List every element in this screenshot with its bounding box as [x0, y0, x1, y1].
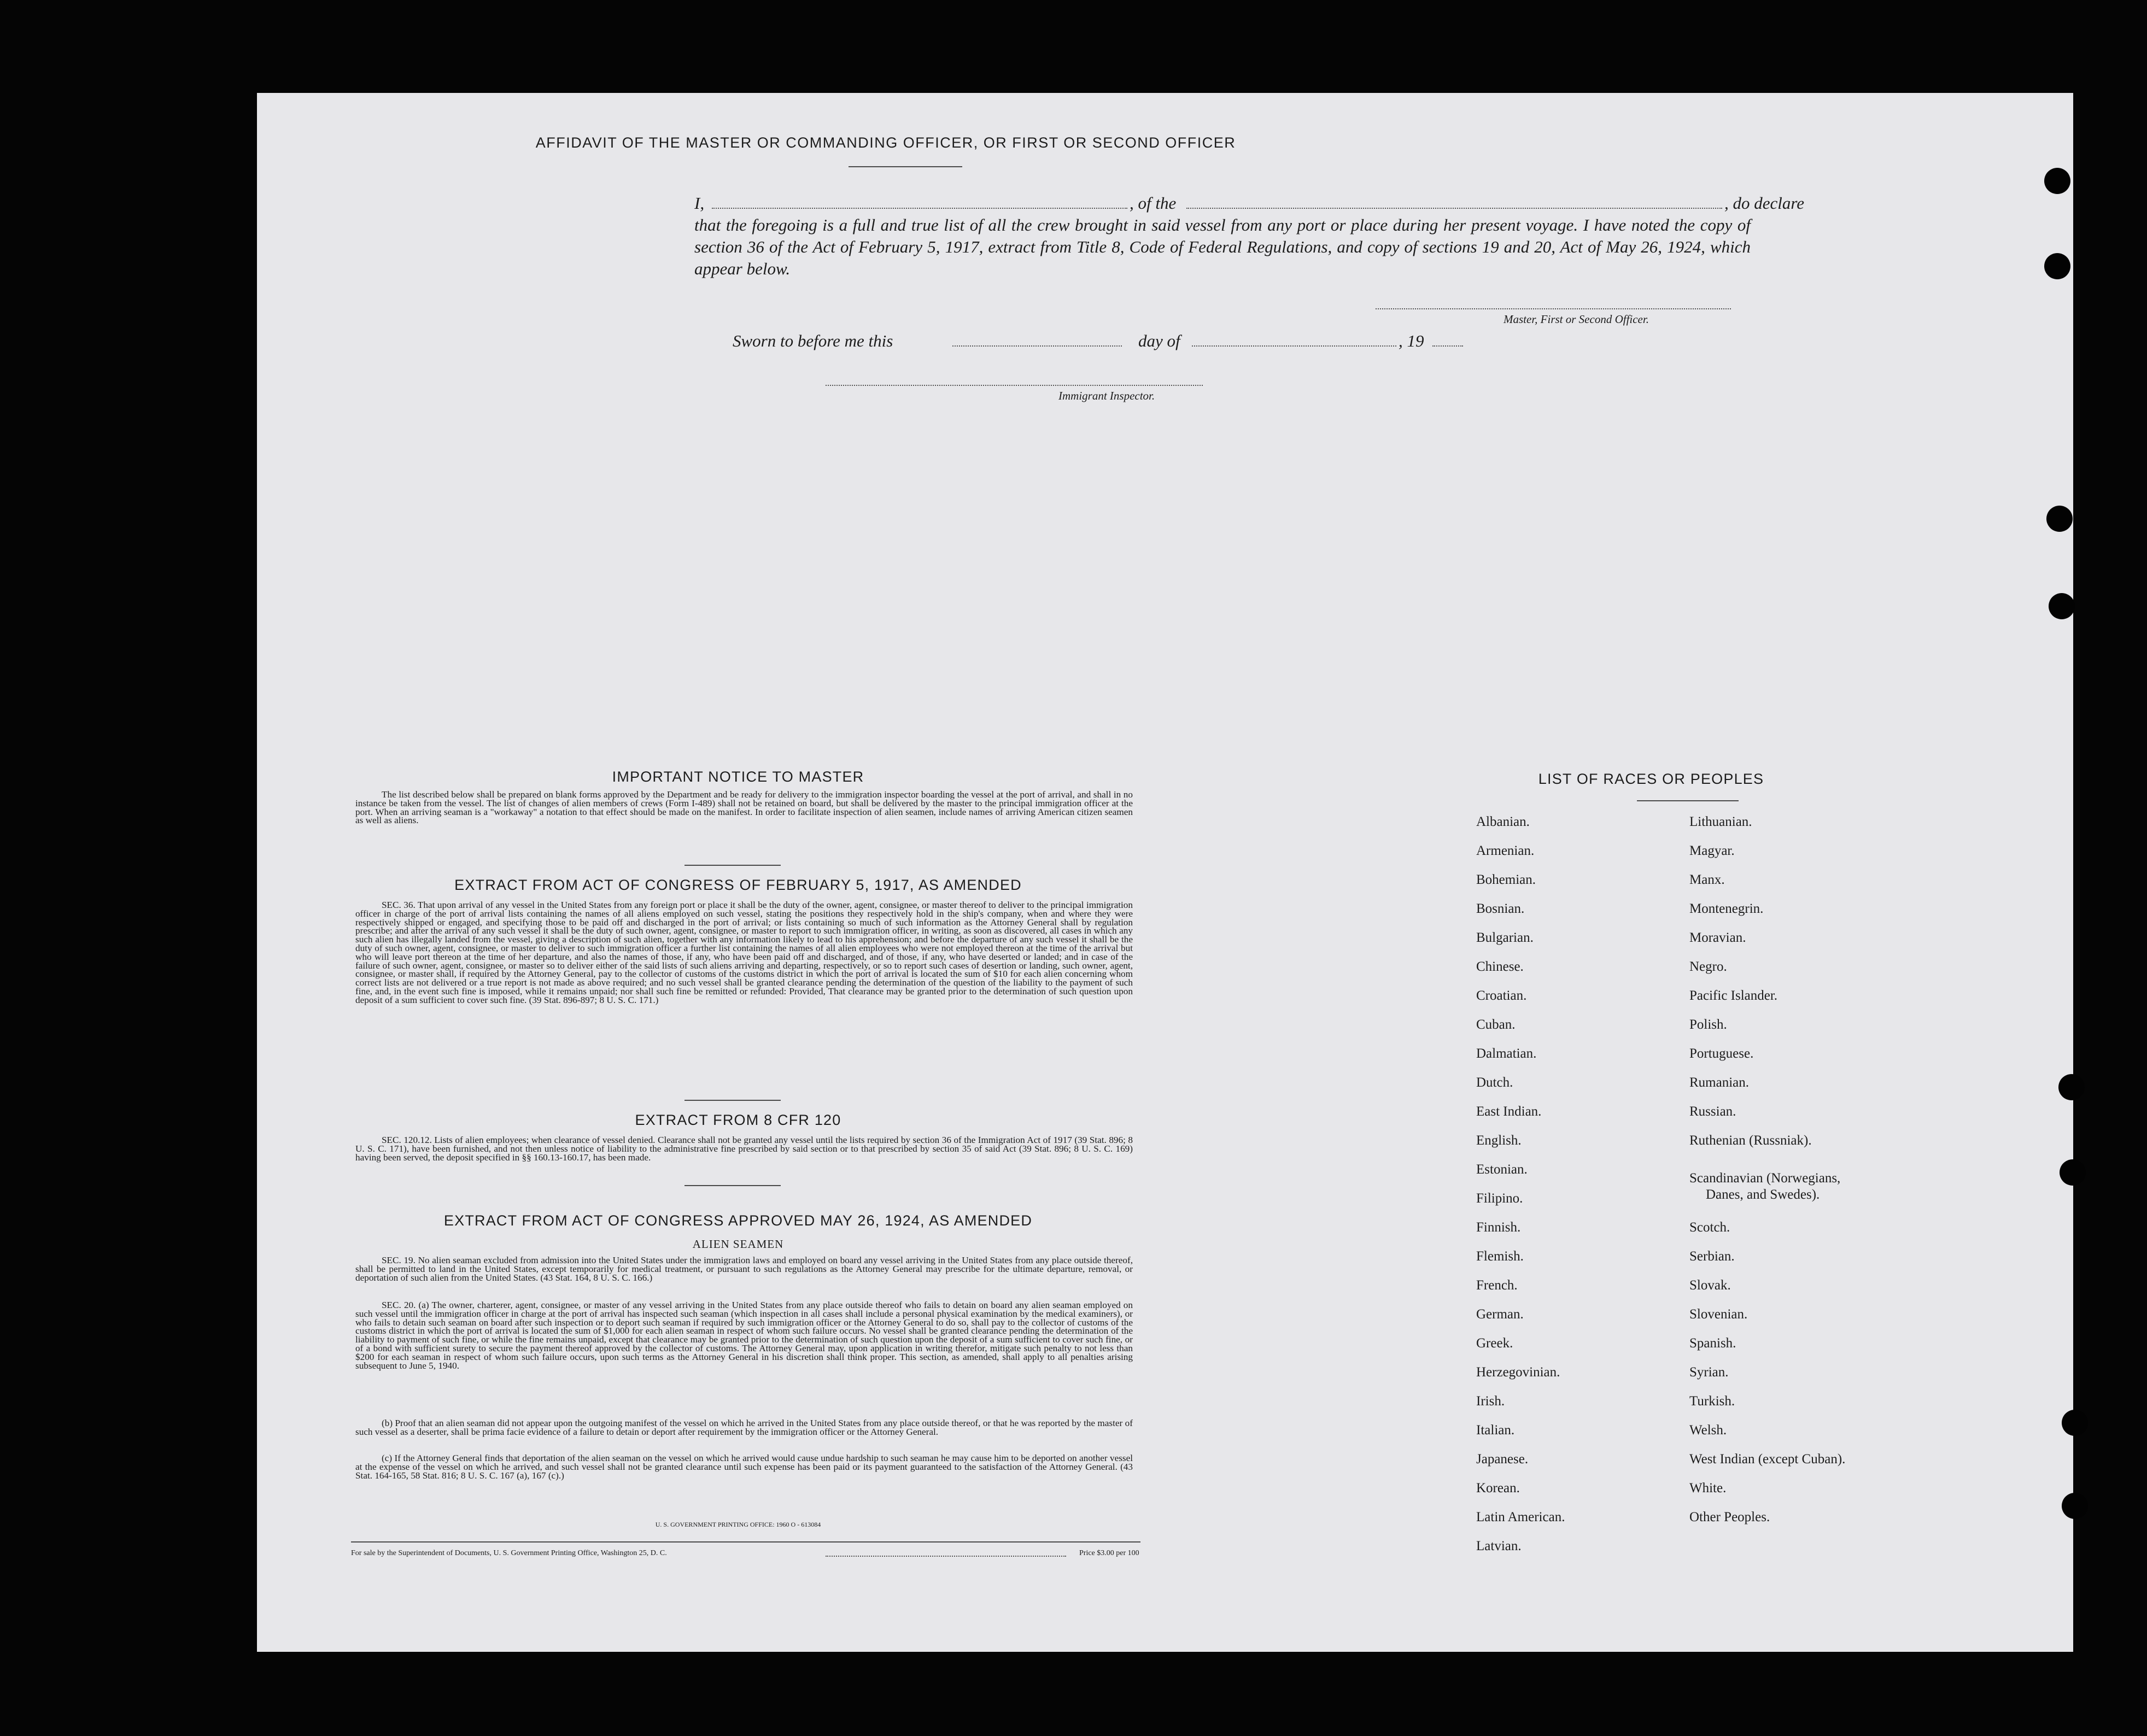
inspector-caption: Immigrant Inspector. [1058, 389, 1155, 402]
race-item: Serbian. [1689, 1249, 1735, 1264]
race-item: Dalmatian. [1476, 1046, 1537, 1061]
race-item: Japanese. [1476, 1452, 1529, 1467]
gpo-imprint: U. S. GOVERNMENT PRINTING OFFICE: 1960 O - 613084 [655, 1521, 821, 1528]
race-item: Lithuanian. [1689, 814, 1752, 829]
footer-price: Price $3.00 per 100 [1079, 1549, 1139, 1557]
race-item: French. [1476, 1278, 1518, 1293]
race-item: Korean. [1476, 1481, 1520, 1495]
punch-hole [2044, 168, 2070, 194]
footer-leader [826, 1556, 1066, 1557]
punch-hole [2044, 253, 2070, 279]
divider [685, 865, 781, 866]
affidavit-body: that the foregoing is a full and true list of all the crew brought in said vessel from any port or place during her present voyage. I have noted the copy of section 36 of the Act of February 5, 1917, extract from Title 8, Code of Federal Regulations, and copy of sections 19 and 20, Act of May 26, 1924, which appear below. [694, 215, 1751, 278]
race-item: Flemish. [1476, 1249, 1524, 1264]
race-item: Spanish. [1689, 1336, 1736, 1351]
races-title: LIST OF RACES OR PEOPLES [1538, 771, 1764, 787]
race-item: Negro. [1689, 959, 1727, 974]
race-item: Bohemian. [1476, 872, 1536, 887]
race-item: Finnish. [1476, 1220, 1521, 1235]
race-item: Polish. [1689, 1017, 1727, 1032]
punch-hole [2060, 1159, 2086, 1186]
race-item: Moravian. [1689, 930, 1746, 945]
race-item: Latvian. [1476, 1539, 1522, 1553]
race-item: Turkish. [1689, 1394, 1735, 1409]
master-signature-line[interactable] [1376, 308, 1731, 309]
name-line[interactable] [712, 208, 1127, 209]
race-item: Greek. [1476, 1336, 1513, 1351]
race-item: Slovak. [1689, 1278, 1731, 1293]
master-caption: Master, First or Second Officer. [1504, 313, 1649, 326]
divider [1637, 800, 1739, 801]
notice-title: IMPORTANT NOTICE TO MASTER [612, 769, 864, 785]
race-item: Bulgarian. [1476, 930, 1534, 945]
alien-seamen-subtitle: ALIEN SEAMEN [692, 1238, 784, 1251]
divider [685, 1185, 781, 1186]
extract-1917-body: SEC. 36. That upon arrival of any vessel in the United States from any foreign port or place it shall be the duty of the owner, agent, consignee, or master thereof to deliver to the principal immigration officer in charge of the port of arrival lists containing the names of all aliens employed on such vessel, stating the positions they respectively hold in the ship's company, when and where they were respectively shipped or engaged, and specifying those to be paid off and discharged in the port of arrival; or lists containing so much of such information as the Attorney General shall by regulation prescribe; and after the arrival of any such vessel it shall be the duty of such owner, agent, consignee, or master to report to such immigration officer, in writing, as soon as discovered, all cases in which any such alien has illegally landed from the vessel, giving a description of such alien, together with any information likely to lead to his apprehension; and before the departure of any such vessel it shall be the duty of such owner, agent, consignee, or master to deliver to such immigration officer a further list containing the names of all alien employees who were not employed thereon at the time of the arrival but who will leave port thereon at the time of her departure, and also the names of those, if any, who have been paid off and discharged, and of those, if any, who have deserted or landed; and in case of the failure of such owner, agent, consignee, or master so to deliver either of the said lists of such aliens arriving and departing, respectively, or so to report such cases of desertion or landing, such owner, agent, consignee, or master shall, if required by the Attorney General, pay to the collector of customs of the customs district in which the port of arrival is located the sum of $10 for each alien concerning whom correct lists are not delivered or a true report is not made as above required; and no such vessel shall be granted clearance pending the determination of the question of the liability to the payment of such fine, and, in the event such fine is imposed, while it remains unpaid; nor shall such fine be remitted or refunded: Provided, That clearance may be granted prior to the determination of such question upon deposit of a sum sufficient to cover such fine. (39 Stat. 896-897; 8 U. S. C. 171.) [355, 900, 1133, 1005]
notice-body: The list described below shall be prepared on blank forms approved by the Department and be ready for delivery to the immigration inspector boarding the vessel at the port of arrival, and shall in no instance be taken from the vessel. The list of changes of alien members of crews (Form I-489) shall not be retained on board, but shall be delivered by the master to the principal immigration officer at the port. When an arriving seaman is a "workaway" a notation to that effect should be made on the manifest. In order to facilitate inspection of alien seamen, include names of arriving American citizen seamen as well as aliens. [355, 789, 1133, 826]
race-item: Italian. [1476, 1423, 1515, 1438]
sec-20c-text: (c) If the Attorney General finds that deportation of the alien seaman on the vessel on which he arrived would cause undue hardship to such seaman he may cause him to be deported on another vessel at the expense of the vessel on which he arrived, and such vessel shall not be granted clearance until such expense has been paid or its payment guaranteed to the satisfaction of the Attorney General. (43 Stat. 164-165, 58 Stat. 816; 8 U. S. C. 167 (a), 167 (c).) [355, 1453, 1133, 1481]
race-item: East Indian. [1476, 1104, 1542, 1119]
sec-20b-text: (b) Proof that an alien seaman did not appear upon the outgoing manifest of the vessel on which he arrived in the United States from any place outside thereof, or that he was reported by the master of such vessel as a deserter, shall be prima facie evidence of a failure to detain or deport after requirement by the immigration officer or the Attorney General. [355, 1418, 1133, 1437]
race-item: Magyar. [1689, 843, 1735, 858]
race-item: White. [1689, 1481, 1727, 1495]
footer-rule [351, 1541, 1140, 1543]
race-item: Montenegrin. [1689, 901, 1764, 916]
extract-cfr-body: SEC. 120.12. Lists of alien employees; when clearance of vessel denied. Clearance shall not be granted any vessel until the lists required by section 36 of the Immigration Act of 1917 (39 Stat. 896; 8 U. S. C. 171), have been furnished, and not then unless notice of liability to the administrative fine prescribed by said section or to that prescribed by section 35 of said Act (39 Stat. 896; 8 U. S. C. 169) having been served, the deposit specified in §§ 160.13-160.17, has been made. [355, 1135, 1133, 1163]
race-item: Cuban. [1476, 1017, 1516, 1032]
affidavit-do-declare: , do declare [1724, 193, 1805, 213]
race-item: Croatian. [1476, 988, 1527, 1003]
race-item: Rumanian. [1689, 1075, 1750, 1090]
extract-1924-title: EXTRACT FROM ACT OF CONGRESS APPROVED MAY 26, 1924, AS AMENDED [443, 1212, 1033, 1229]
race-item: German. [1476, 1307, 1524, 1322]
month-line[interactable] [1192, 345, 1396, 347]
race-item: Bosnian. [1476, 901, 1525, 916]
race-item: Scotch. [1689, 1220, 1730, 1235]
day-line[interactable] [952, 345, 1122, 347]
punch-hole [2062, 1410, 2088, 1436]
race-item: Filipino. [1476, 1191, 1523, 1206]
form-page [257, 93, 2073, 1652]
race-item: English. [1476, 1133, 1522, 1148]
race-item: Latin American. [1476, 1510, 1565, 1524]
inspector-signature-line[interactable] [826, 385, 1203, 386]
race-item: Irish. [1476, 1394, 1505, 1409]
year-line[interactable] [1432, 345, 1463, 347]
vessel-line[interactable] [1186, 208, 1722, 209]
affidavit-i: I, [694, 193, 705, 213]
punch-hole [2062, 1493, 2088, 1519]
race-item: Manx. [1689, 872, 1725, 887]
punch-hole [2058, 1074, 2085, 1100]
footer-sale-text: For sale by the Superintendent of Documents, U. S. Government Printing Office, Washington 25, D. C. [351, 1549, 667, 1557]
affidavit-title: AFFIDAVIT OF THE MASTER OR COMMANDING OFFICER, OR FIRST OR SECOND OFFICER [535, 134, 1236, 151]
divider [685, 1100, 781, 1101]
race-item: Dutch. [1476, 1075, 1513, 1090]
sec-20a-text: SEC. 20. (a) The owner, charterer, agent, consignee, or master of any vessel arriving in the United States from any place outside thereof who fails to detain on board any alien seaman employed on such vessel until the immigration officer in charge at the port of arrival has inspected such seaman (which inspection in all cases shall include a personal physical examination by the medical examiners), or who fails to detain such seaman on board after such inspection or to deport such seaman if required by such immigration officer or the Attorney General to do so, shall pay to the collector of customs of the customs district in which the port of arrival is located the sum of $1,000 for each alien seaman in respect of whom such failure occurs. No vessel shall be granted clearance pending the determination of the liability to payment of such fine, or while the fine remains unpaid, except that clearance may be granted prior to the determination of such question upon the deposit of a sum sufficient to cover such fine, or of a bond with sufficient surety to secure the payment thereof approved by the collector of customs. The Attorney General may, upon application in writing therefor, mitigate such penalty to not less than $200 for each seaman in respect of whom such failure occurs, upon such terms as the Attorney General in his discretion shall think proper. This section, as amended, shall apply to all penalties arising subsequent to June 5, 1940. [355, 1300, 1133, 1371]
race-item: Pacific Islander. [1689, 988, 1778, 1003]
race-item: Russian. [1689, 1104, 1736, 1119]
punch-hole [2046, 506, 2073, 532]
race-item: Herzegovinian. [1476, 1365, 1560, 1380]
race-item: Albanian. [1476, 814, 1530, 829]
race-item: Welsh. [1689, 1423, 1727, 1438]
affidavit-of-the: , of the [1130, 193, 1177, 213]
punch-hole [2049, 593, 2075, 619]
race-item: Other Peoples. [1689, 1510, 1770, 1524]
race-item: Portuguese. [1689, 1046, 1754, 1061]
race-item: Chinese. [1476, 959, 1524, 974]
race-item: Scandinavian (Norwegians, [1689, 1171, 1841, 1186]
extract-cfr-title: EXTRACT FROM 8 CFR 120 [635, 1112, 841, 1128]
race-item: Danes, and Swedes). [1706, 1187, 1820, 1202]
race-item: Slovenian. [1689, 1307, 1748, 1322]
race-item: Syrian. [1689, 1365, 1729, 1380]
extract-1917-title: EXTRACT FROM ACT OF CONGRESS OF FEBRUARY 5, 1917, AS AMENDED [454, 877, 1022, 893]
year-text: , 19 [1399, 331, 1424, 350]
race-item: West Indian (except Cuban). [1689, 1452, 1846, 1467]
day-of-text: day of [1138, 331, 1180, 350]
sec-19-text: SEC. 19. No alien seaman excluded from admission into the United States under the immigration laws and employed on board any vessel arriving in the United States from any place outside thereof, shall be permitted to land in the United States, except temporarily for medical treatment, or pursuant to such regulations as the Attorney General may prescribe for the ultimate departure, removal, or deportation of such alien from the United States. (43 Stat. 164, 8 U. S. C. 166.) [355, 1255, 1133, 1283]
sworn-text: Sworn to before me this [733, 331, 893, 350]
title-underline [849, 166, 962, 167]
race-item: Ruthenian (Russniak). [1689, 1133, 1812, 1148]
race-item: Armenian. [1476, 843, 1535, 858]
race-item: Estonian. [1476, 1162, 1528, 1177]
